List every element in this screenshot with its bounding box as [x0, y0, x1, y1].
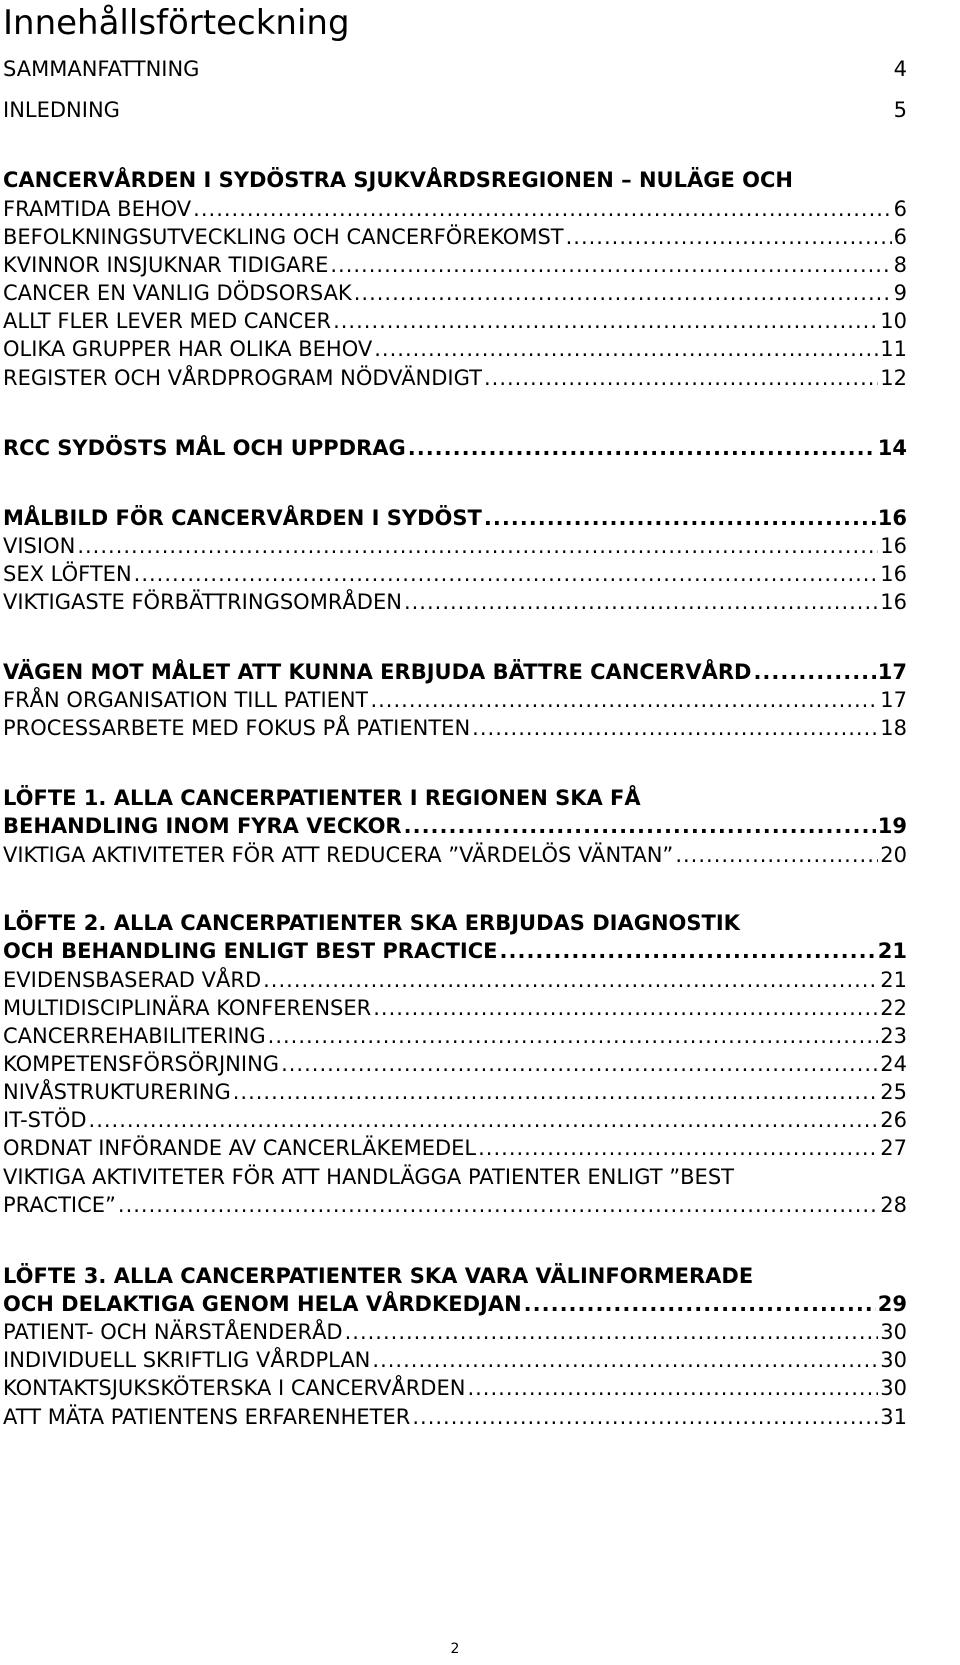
toc-entry-page: 27 — [880, 1136, 907, 1160]
toc-entry-label: PATIENT- OCH NÄRSTÅENDERÅD — [3, 1320, 343, 1344]
toc-entry-page: 16 — [880, 590, 907, 614]
toc-entry-olika-grupper[interactable] — [3, 334, 907, 364]
toc-dot-leader — [233, 1077, 879, 1107]
toc-entry-page: 29 — [877, 1292, 907, 1316]
toc-entry-sex-loften[interactable] — [3, 559, 907, 589]
toc-entry-multidisciplinara[interactable] — [3, 993, 907, 1023]
toc-dot-leader — [373, 993, 878, 1023]
toc-entry-page: 6 — [893, 197, 907, 221]
toc-entry-dodsorsak[interactable] — [3, 278, 907, 308]
toc-dot-leader — [478, 1133, 878, 1163]
toc-entry-best-practice[interactable] — [3, 1190, 907, 1220]
toc-entry-it-stod[interactable] — [3, 1105, 907, 1135]
toc-entry-framtida-behov[interactable] — [3, 194, 907, 224]
toc-dot-leader — [408, 433, 876, 463]
toc-entry-page: 25 — [880, 1080, 907, 1104]
toc-entry-label: FRAMTIDA BEHOV — [3, 197, 192, 221]
toc-entry-page: 16 — [877, 506, 907, 530]
toc-entry-allt-fler[interactable] — [3, 306, 907, 336]
toc-dot-leader — [118, 1190, 878, 1220]
toc-dot-leader — [268, 1021, 879, 1051]
toc-entry-patientrad[interactable] — [3, 1317, 907, 1347]
toc-entry-kvinnor[interactable] — [3, 250, 907, 280]
toc-dot-leader — [330, 250, 891, 280]
toc-entry-vardelos-vantan[interactable] — [3, 840, 907, 870]
toc-entry-label: IT-STÖD — [3, 1108, 87, 1132]
toc-entry-label: ORDNAT INFÖRANDE AV CANCERLÄKEMEDEL — [3, 1136, 477, 1160]
toc-entry-vagen-mot-malet[interactable] — [3, 657, 907, 687]
toc-entry-label: VÄGEN MOT MÅLET ATT KUNNA ERBJUDA BÄTTRE CANCERVÅRD — [3, 660, 752, 684]
toc-heading-line1: LÖFTE 3. ALLA CANCERPATIENTER SKA VARA VÄLINFORMERADE — [3, 1264, 754, 1288]
toc-entry-register[interactable] — [3, 363, 907, 393]
toc-entry-page: 24 — [880, 1052, 907, 1076]
toc-dot-leader — [263, 965, 878, 995]
toc-entry-page: 30 — [880, 1348, 907, 1372]
toc-entry-page: 12 — [880, 366, 907, 390]
toc-entry-kontaktsjukskoterska[interactable] — [3, 1373, 907, 1403]
toc-entry-label: ATT MÄTA PATIENTENS ERFARENHETER — [3, 1405, 411, 1429]
toc-entry-line1: VIKTIGA AKTIVITETER FÖR ATT HANDLÄGGA PATIENTER ENLIGT ”BEST — [3, 1165, 734, 1189]
toc-entry-page: 30 — [880, 1376, 907, 1400]
toc-page — [3, 0, 907, 1665]
toc-entry-page: 16 — [880, 534, 907, 558]
toc-dot-leader — [472, 713, 878, 743]
toc-entry-label: VISION — [3, 534, 76, 558]
toc-dot-leader — [675, 840, 878, 870]
toc-entry-label: BEHANDLING INOM FYRA VECKOR — [3, 814, 402, 838]
toc-entry-label: FRÅN ORGANISATION TILL PATIENT — [3, 688, 369, 712]
toc-entry-page: 14 — [877, 436, 907, 460]
toc-entry-kompetensforsorjning[interactable] — [3, 1049, 907, 1079]
toc-entry-rcc-sydost[interactable] — [3, 433, 907, 463]
toc-dot-leader — [345, 1317, 879, 1347]
toc-title: Innehållsförteckning — [3, 3, 350, 43]
toc-entry-forbattringsomraden[interactable] — [3, 587, 907, 617]
toc-dot-leader — [753, 657, 875, 687]
toc-entry-page: 17 — [880, 688, 907, 712]
toc-dot-leader — [467, 1373, 878, 1403]
toc-entry-label: BEFOLKNINGSUTVECKLING OCH CANCERFÖREKOMST — [3, 225, 564, 249]
toc-dot-leader — [500, 936, 876, 966]
toc-entry-vision[interactable] — [3, 531, 907, 561]
toc-dot-leader — [354, 278, 892, 308]
toc-entry-label: PRACTICE” — [3, 1193, 116, 1217]
toc-heading-line1: LÖFTE 1. ALLA CANCERPATIENTER I REGIONEN SKA FÅ — [3, 786, 641, 810]
toc-entry-label: SEX LÖFTEN — [3, 562, 132, 586]
toc-entry-page: 22 — [880, 996, 907, 1020]
toc-dot-leader — [333, 306, 878, 336]
toc-entry-page: 28 — [880, 1193, 907, 1217]
toc-entry-page: 26 — [880, 1108, 907, 1132]
toc-entry-label: INLEDNING — [3, 98, 120, 122]
toc-entry-label: REGISTER OCH VÅRDPROGRAM NÖDVÄNDIGT — [3, 366, 482, 390]
toc-entry-page: 10 — [880, 309, 907, 333]
toc-entry-label: ALLT FLER LEVER MED CANCER — [3, 309, 332, 333]
toc-entry-sammanfattning[interactable] — [3, 54, 907, 84]
toc-entry-page: 19 — [877, 814, 907, 838]
toc-dot-leader — [89, 1105, 879, 1135]
toc-dot-leader — [404, 587, 878, 617]
toc-entry-page: 11 — [880, 337, 907, 361]
toc-entry-page: 9 — [893, 281, 907, 305]
toc-dot-leader — [484, 503, 876, 533]
toc-entry-label: OCH DELAKTIGA GENOM HELA VÅRDKEDJAN — [3, 1292, 522, 1316]
toc-dot-leader — [524, 1289, 876, 1319]
toc-dot-leader — [370, 685, 878, 715]
toc-entry-label: MULTIDISCIPLINÄRA KONFERENSER — [3, 996, 372, 1020]
toc-entry-erfarenheter[interactable] — [3, 1402, 907, 1432]
toc-entry-label: KONTAKTSJUKSKÖTERSKA I CANCERVÅRDEN — [3, 1376, 466, 1400]
toc-entry-label: VIKTIGASTE FÖRBÄTTRINGSOMRÅDEN — [3, 590, 402, 614]
toc-entry-label: OCH BEHANDLING ENLIGT BEST PRACTICE — [3, 939, 498, 963]
toc-entry-inledning[interactable] — [3, 95, 907, 125]
toc-entry-label: OLIKA GRUPPER HAR OLIKA BEHOV — [3, 337, 373, 361]
toc-dot-leader — [193, 194, 891, 224]
toc-heading-line1: LÖFTE 2. ALLA CANCERPATIENTER SKA ERBJUDAS DIAGNOSTIK — [3, 911, 740, 935]
toc-entry-page: 17 — [877, 660, 907, 684]
toc-dot-leader — [484, 363, 878, 393]
toc-dot-leader — [404, 811, 876, 841]
toc-dot-leader — [77, 531, 878, 561]
toc-entry-label: CANCERREHABILITERING — [3, 1024, 266, 1048]
toc-entry-label: RCC SYDÖSTS MÅL OCH UPPDRAG — [3, 436, 406, 460]
toc-entry-label: PROCESSARBETE MED FOKUS PÅ PATIENTEN — [3, 716, 471, 740]
toc-entry-label: KVINNOR INSJUKNAR TIDIGARE — [3, 253, 329, 277]
toc-dot-leader — [372, 1345, 878, 1375]
toc-entry-lofte-1[interactable] — [3, 811, 907, 841]
toc-entry-page: 30 — [880, 1320, 907, 1344]
toc-entry-page: 23 — [880, 1024, 907, 1048]
toc-entry-page: 18 — [880, 716, 907, 740]
toc-entry-page: 21 — [877, 939, 907, 963]
toc-entry-page: 6 — [893, 225, 907, 249]
toc-entry-lofte-2[interactable] — [3, 936, 907, 966]
toc-entry-label: SAMMANFATTNING — [3, 57, 200, 81]
toc-entry-label: INDIVIDUELL SKRIFTLIG VÅRDPLAN — [3, 1348, 371, 1372]
toc-entry-cancerrehabilitering[interactable] — [3, 1021, 907, 1051]
toc-entry-page: 20 — [880, 843, 907, 867]
toc-dot-leader — [566, 222, 892, 252]
toc-entry-page: 5 — [893, 98, 907, 122]
toc-entry-label: EVIDENSBASERAD VÅRD — [3, 968, 262, 992]
toc-entry-processarbete[interactable] — [3, 713, 907, 743]
toc-heading-line1: CANCERVÅRDEN I SYDÖSTRA SJUKVÅRDSREGIONEN – NULÄGE OCH — [3, 168, 793, 192]
toc-entry-label: VIKTIGA AKTIVITETER FÖR ATT REDUCERA ”VÄRDELÖS VÄNTAN” — [3, 843, 674, 867]
toc-entry-page: 16 — [880, 562, 907, 586]
toc-entry-page: 31 — [880, 1405, 907, 1429]
toc-entry-befolkningsutveckling[interactable] — [3, 222, 907, 252]
page-number: 2 — [450, 1641, 460, 1657]
toc-entry-cancerlakemedel[interactable] — [3, 1133, 907, 1163]
toc-dot-leader — [374, 334, 878, 364]
toc-entry-page: 8 — [893, 253, 907, 277]
toc-dot-leader — [281, 1049, 878, 1079]
toc-entry-label: MÅLBILD FÖR CANCERVÅRDEN I SYDÖST — [3, 506, 482, 530]
toc-entry-label: NIVÅSTRUKTURERING — [3, 1080, 231, 1104]
toc-entry-fran-organisation[interactable] — [3, 685, 907, 715]
toc-entry-page: 4 — [893, 57, 907, 81]
toc-entry-malbild[interactable] — [3, 503, 907, 533]
toc-entry-nivastrukturering[interactable] — [3, 1077, 907, 1107]
toc-entry-label: KOMPETENSFÖRSÖRJNING — [3, 1052, 280, 1076]
toc-dot-leader — [134, 559, 879, 589]
toc-entry-lofte-3[interactable] — [3, 1289, 907, 1319]
toc-entry-label: CANCER EN VANLIG DÖDSORSAK — [3, 281, 352, 305]
toc-entry-vardplan[interactable] — [3, 1345, 907, 1375]
toc-entry-evidensbaserad[interactable] — [3, 965, 907, 995]
toc-dot-leader — [412, 1402, 878, 1432]
toc-entry-page: 21 — [880, 968, 907, 992]
